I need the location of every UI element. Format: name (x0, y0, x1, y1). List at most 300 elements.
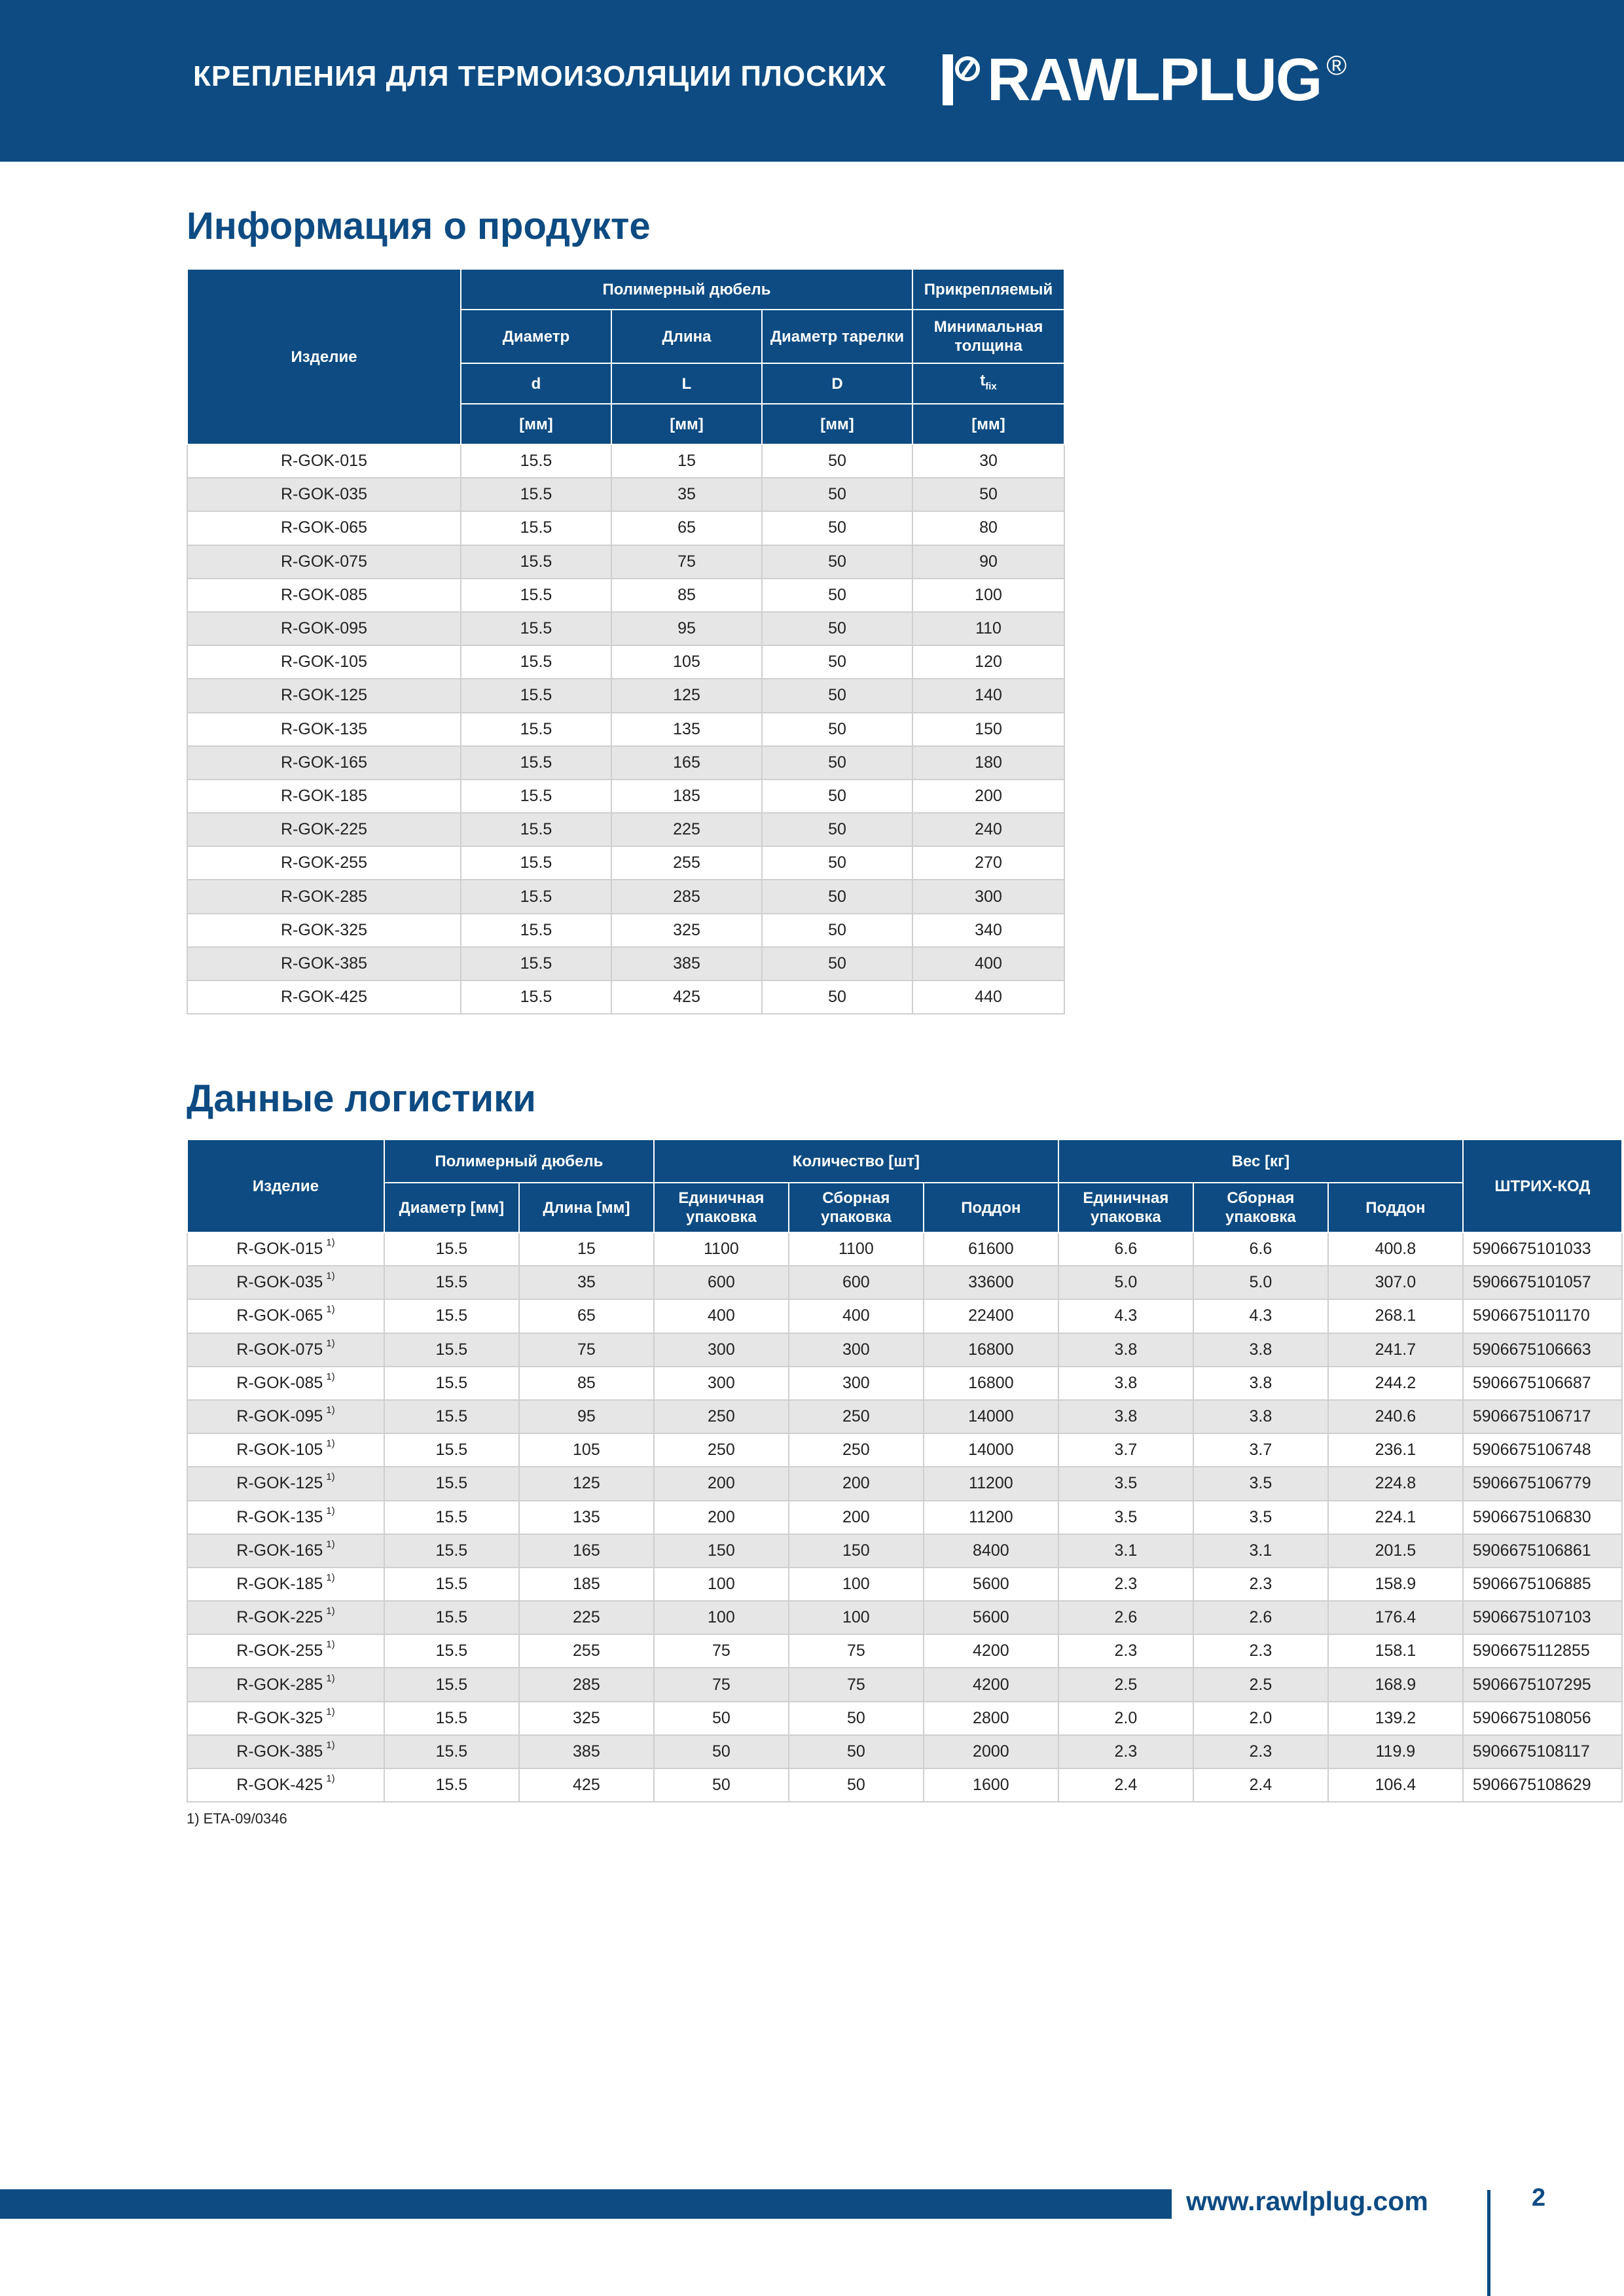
logo-text: RAWLPLUG (987, 46, 1322, 113)
table-cell: 3.8 (1058, 1333, 1193, 1367)
table-cell: 185 (519, 1568, 654, 1601)
footer-bar (0, 2189, 1172, 2219)
table-cell: 50 (654, 1735, 789, 1768)
table-cell (187, 1400, 384, 1433)
table-cell: 50 (762, 780, 912, 813)
item-code: R-GOK-425 (236, 1776, 323, 1795)
item-code: R-GOK-125 (236, 1474, 323, 1493)
table-cell: 325 (519, 1702, 654, 1735)
table-cell (187, 1735, 384, 1768)
table-cell: 2.4 (1193, 1768, 1328, 1802)
table-row (187, 780, 1064, 813)
table-cell: 268.1 (1328, 1299, 1463, 1333)
table-cell: 2.4 (1058, 1768, 1193, 1802)
table-cell: 15.5 (461, 813, 611, 846)
table-cell (187, 1768, 384, 1802)
table-cell: 225 (611, 813, 762, 846)
table-cell: 385 (519, 1735, 654, 1768)
item-code: R-GOK-065 (236, 1306, 323, 1325)
table-cell (187, 1266, 384, 1299)
table-cell: 200 (789, 1501, 924, 1534)
table-cell: 16800 (924, 1367, 1058, 1400)
table-cell: 600 (789, 1266, 924, 1299)
table-cell: 150 (654, 1534, 789, 1568)
table-cell: 15.5 (461, 713, 611, 746)
table-cell: 3.1 (1058, 1534, 1193, 1568)
table-cell: 5906675107103 (1463, 1601, 1622, 1634)
symbol-t-subscript: fix (985, 380, 997, 392)
table-cell: 250 (654, 1400, 789, 1433)
table-cell: 150 (789, 1534, 924, 1568)
table-cell: 5906675106717 (1463, 1400, 1622, 1433)
table-cell: 30 (912, 444, 1064, 478)
table-cell (187, 1668, 384, 1701)
footnote-marker: 1) (326, 1471, 335, 1483)
table-cell (187, 1299, 384, 1333)
symbol-t: t (980, 372, 986, 390)
header-unit: [мм] (611, 404, 762, 444)
table-cell: 50 (654, 1768, 789, 1802)
table-row (187, 947, 1064, 980)
table-cell: 15.5 (384, 1400, 519, 1433)
table-cell: 2.0 (1193, 1702, 1328, 1735)
table-cell: 50 (762, 612, 912, 645)
table-cell: 15.5 (384, 1634, 519, 1668)
table-cell: 125 (611, 679, 762, 712)
table-cell: 240 (912, 813, 1064, 846)
table-cell: 3.8 (1193, 1400, 1328, 1433)
table-cell: 15.5 (384, 1433, 519, 1467)
header-quantity: Количество [шт] (654, 1139, 1058, 1183)
table-cell: R-GOK-285 (187, 880, 461, 913)
table-cell: 14000 (924, 1400, 1058, 1433)
table-cell: 15.5 (461, 947, 611, 980)
table-cell: 240.6 (1328, 1400, 1463, 1433)
table-cell: R-GOK-095 (187, 612, 461, 645)
table-cell: 270 (912, 846, 1064, 880)
table-row (187, 1568, 1622, 1601)
table-cell: 165 (611, 746, 762, 780)
table-cell: 5906675106779 (1463, 1467, 1622, 1500)
table-row (187, 1367, 1622, 1400)
footnote-marker: 1) (326, 1304, 335, 1316)
item-code: R-GOK-285 (236, 1675, 323, 1694)
header-polymer-dowel: Полимерный дюбель (384, 1139, 654, 1183)
table-cell: 5906675101033 (1463, 1232, 1622, 1266)
table-cell: 15.5 (461, 444, 611, 478)
table-cell: R-GOK-255 (187, 846, 461, 880)
table-cell: 158.9 (1328, 1568, 1463, 1601)
header-weight-unit-pack: Единичная упаковка (1058, 1183, 1193, 1232)
table-cell: 22400 (924, 1299, 1058, 1333)
table-cell: 50 (762, 545, 912, 579)
table-cell: 425 (519, 1768, 654, 1802)
table-cell: R-GOK-325 (187, 914, 461, 947)
footnote-marker: 1) (326, 1538, 335, 1550)
table-cell: 15.5 (461, 478, 611, 511)
table-cell: 158.1 (1328, 1634, 1463, 1668)
header-attached: Прикрепляемый (912, 269, 1064, 310)
table-cell: 105 (611, 645, 762, 679)
table-cell: 5906675108117 (1463, 1735, 1622, 1768)
table-row (187, 980, 1064, 1014)
table-cell: 110 (912, 612, 1064, 645)
footnote-marker: 1) (326, 1505, 335, 1516)
table-cell: R-GOK-165 (187, 746, 461, 780)
header-diameter: Диаметр (461, 310, 611, 363)
table-cell: 255 (611, 846, 762, 880)
header-qty-pallet: Поддон (924, 1183, 1058, 1232)
table-cell: 50 (762, 880, 912, 913)
table-cell: 400 (789, 1299, 924, 1333)
table-cell: 75 (611, 545, 762, 579)
item-code: R-GOK-325 (236, 1708, 323, 1727)
table-row (187, 545, 1064, 579)
header-diameter-mm: Диаметр [мм] (384, 1183, 519, 1232)
item-code: R-GOK-225 (236, 1608, 323, 1627)
table-row (187, 746, 1064, 780)
table-row (187, 478, 1064, 511)
item-code: R-GOK-255 (236, 1641, 323, 1660)
item-code: R-GOK-085 (236, 1373, 323, 1392)
table-cell: 250 (654, 1433, 789, 1467)
item-code: R-GOK-135 (236, 1507, 323, 1526)
item-code: R-GOK-015 (236, 1240, 323, 1259)
table-cell: 2.6 (1058, 1601, 1193, 1634)
table-row (187, 1266, 1622, 1299)
table-cell: 15.5 (461, 579, 611, 612)
table-cell: 100 (789, 1601, 924, 1634)
table-cell: 5906675106663 (1463, 1333, 1622, 1367)
table-cell: 224.8 (1328, 1467, 1463, 1500)
table-cell: 3.8 (1058, 1367, 1193, 1400)
table-cell: 2.6 (1193, 1601, 1328, 1634)
table-cell: R-GOK-105 (187, 645, 461, 679)
table-cell (187, 1433, 384, 1467)
table-cell: 120 (912, 645, 1064, 679)
table-cell: 300 (789, 1333, 924, 1367)
table-cell (187, 1501, 384, 1534)
table-cell: 50 (762, 980, 912, 1014)
table-cell: 3.5 (1058, 1501, 1193, 1534)
table-cell: 325 (611, 914, 762, 947)
item-code: R-GOK-185 (236, 1574, 323, 1593)
table-cell: 11200 (924, 1467, 1058, 1500)
table-cell: 2.0 (1058, 1702, 1193, 1735)
header-qty-bulk-pack: Сборная упаковка (789, 1183, 924, 1232)
table-cell: 50 (762, 511, 912, 545)
table-cell: 75 (519, 1333, 654, 1367)
table-cell (187, 1568, 384, 1601)
table-cell: 119.9 (1328, 1735, 1463, 1768)
table-cell: 2.5 (1193, 1668, 1328, 1701)
table-cell: 5906675106830 (1463, 1501, 1622, 1534)
table-cell: 6.6 (1058, 1232, 1193, 1266)
table-cell: 15.5 (461, 645, 611, 679)
table-cell: 2.3 (1058, 1568, 1193, 1601)
table-cell: 2.3 (1193, 1568, 1328, 1601)
table-row (187, 444, 1064, 478)
footnote-marker: 1) (326, 1706, 335, 1717)
table-cell: 35 (519, 1266, 654, 1299)
footnote-marker: 1) (326, 1639, 335, 1651)
table-cell: 100 (789, 1568, 924, 1601)
table-cell: R-GOK-425 (187, 980, 461, 1014)
table-cell: 176.4 (1328, 1601, 1463, 1634)
table-row (187, 1735, 1622, 1768)
footnote-marker: 1) (326, 1571, 335, 1583)
header-unit: [мм] (762, 404, 912, 444)
table-cell: 3.8 (1058, 1400, 1193, 1433)
table-cell: 5600 (924, 1568, 1058, 1601)
page-number: 2 (1532, 2184, 1546, 2212)
table-cell: 2.5 (1058, 1668, 1193, 1701)
table-cell: 200 (654, 1467, 789, 1500)
header-symbol-L: L (611, 363, 762, 404)
table-row (187, 713, 1064, 746)
table-cell: 50 (762, 444, 912, 478)
table-cell: 165 (519, 1534, 654, 1568)
table-cell: 200 (654, 1501, 789, 1534)
table-cell: 3.1 (1193, 1534, 1328, 1568)
logistics-table (187, 1139, 1623, 1803)
table-row (187, 1534, 1622, 1568)
table-cell: 15.5 (384, 1668, 519, 1701)
header-polymer-dowel: Полимерный дюбель (461, 269, 912, 310)
table-cell: 95 (519, 1400, 654, 1433)
rawlplug-logo (943, 46, 1347, 113)
table-cell: 15.5 (461, 679, 611, 712)
table-cell: 300 (789, 1367, 924, 1400)
table-cell: 50 (654, 1702, 789, 1735)
table-cell: 15.5 (461, 880, 611, 913)
table-cell: 85 (611, 579, 762, 612)
table-cell (187, 1467, 384, 1500)
table-cell (187, 1534, 384, 1568)
table-cell: 3.5 (1193, 1501, 1328, 1534)
footnote-marker: 1) (326, 1672, 335, 1684)
table-cell: 5600 (924, 1601, 1058, 1634)
header-weight-pallet: Поддон (1328, 1183, 1463, 1232)
table-cell: 5906675101057 (1463, 1266, 1622, 1299)
footnote: 1) ETA-09/0346 (187, 1810, 287, 1827)
header-min-thickness: Минимальная толщина (912, 310, 1064, 363)
table-cell: 125 (519, 1467, 654, 1500)
table-cell: 15.5 (384, 1735, 519, 1768)
table-cell: 300 (654, 1367, 789, 1400)
table-cell: 200 (789, 1467, 924, 1500)
table-cell: 5.0 (1193, 1266, 1328, 1299)
registered-mark: ® (1326, 50, 1347, 81)
product-info-table (187, 268, 1065, 1014)
table-cell: 15.5 (461, 746, 611, 780)
table-cell: R-GOK-135 (187, 713, 461, 746)
table-cell: 14000 (924, 1433, 1058, 1467)
footnote-marker: 1) (326, 1438, 335, 1450)
table-cell: 50 (762, 679, 912, 712)
footnote-marker: 1) (326, 1605, 335, 1617)
table-cell: 15.5 (384, 1367, 519, 1400)
table-cell: 100 (654, 1568, 789, 1601)
header-symbol-D: D (762, 363, 912, 404)
header-qty-unit-pack: Единичная упаковка (654, 1183, 789, 1232)
table-cell: 5906675108629 (1463, 1768, 1622, 1802)
table-cell: R-GOK-035 (187, 478, 461, 511)
table-cell: 2.3 (1058, 1634, 1193, 1668)
table-cell: 5906675106687 (1463, 1367, 1622, 1400)
table-row (187, 880, 1064, 913)
table-row (187, 579, 1064, 612)
table-cell: 15.5 (461, 612, 611, 645)
table-row (187, 1333, 1622, 1367)
header-symbol-tfix (912, 363, 1064, 404)
table-cell: 15.5 (384, 1534, 519, 1568)
table-cell: 50 (789, 1735, 924, 1768)
table-cell: 4200 (924, 1634, 1058, 1668)
table-cell: 201.5 (1328, 1534, 1463, 1568)
table-cell: 140 (912, 679, 1064, 712)
table-cell: 106.4 (1328, 1768, 1463, 1802)
table-cell: 185 (611, 780, 762, 813)
table-cell: 15.5 (461, 545, 611, 579)
table-cell: 139.2 (1328, 1702, 1463, 1735)
header-title: КРЕПЛЕНИЯ ДЛЯ ТЕРМОИЗОЛЯЦИИ ПЛОСКИХ (193, 60, 887, 92)
table-cell: 80 (912, 511, 1064, 545)
table-row (187, 1668, 1622, 1701)
table-cell: R-GOK-225 (187, 813, 461, 846)
table-cell: 2.3 (1058, 1735, 1193, 1768)
table-cell: 1600 (924, 1768, 1058, 1802)
table-cell: 100 (654, 1601, 789, 1634)
table-cell: 5906675112855 (1463, 1634, 1622, 1668)
table-cell: 50 (762, 645, 912, 679)
table-cell: 95 (611, 612, 762, 645)
table-cell: 15.5 (384, 1501, 519, 1534)
table-row (187, 813, 1064, 846)
table-cell: 5906675107295 (1463, 1668, 1622, 1701)
table-cell: 6.6 (1193, 1232, 1328, 1266)
table-cell: 5906675108056 (1463, 1702, 1622, 1735)
table-cell: 8400 (924, 1534, 1058, 1568)
header-item: Изделие (187, 269, 461, 444)
table-cell: 50 (789, 1702, 924, 1735)
table-cell: 5906675106861 (1463, 1534, 1622, 1568)
footer-website-link[interactable]: www.rawlplug.com (1186, 2186, 1428, 2216)
header-length-mm: Длина [мм] (519, 1183, 654, 1232)
table-cell: 50 (789, 1768, 924, 1802)
table-cell: R-GOK-185 (187, 780, 461, 813)
footnote-marker: 1) (326, 1773, 335, 1785)
header-weight: Вес [кг] (1058, 1139, 1463, 1183)
table-cell: 50 (762, 713, 912, 746)
table-cell: 200 (912, 780, 1064, 813)
table-cell: 15.5 (384, 1702, 519, 1735)
table-cell: 15 (611, 444, 762, 478)
table-cell: 105 (519, 1433, 654, 1467)
table-cell: 61600 (924, 1232, 1058, 1266)
footnote-marker: 1) (326, 1337, 335, 1349)
table-row (187, 1768, 1622, 1802)
header-length: Длина (611, 310, 762, 363)
table-cell: 15 (519, 1232, 654, 1266)
table-cell: 75 (789, 1634, 924, 1668)
table-cell: 35 (611, 478, 762, 511)
table-cell: 4200 (924, 1668, 1058, 1701)
logistics-heading: Данные логистики (187, 1077, 536, 1120)
table-cell: 307.0 (1328, 1266, 1463, 1299)
table-cell: 3.5 (1058, 1467, 1193, 1500)
footnote-marker: 1) (326, 1371, 335, 1382)
table-cell (187, 1702, 384, 1735)
table-cell: R-GOK-085 (187, 579, 461, 612)
table-row (187, 1634, 1622, 1668)
table-cell: 150 (912, 713, 1064, 746)
table-cell: 135 (519, 1501, 654, 1534)
footnote-marker: 1) (326, 1405, 335, 1416)
table-cell: 400 (654, 1299, 789, 1333)
header-barcode: ШТРИХ-КОД (1463, 1139, 1622, 1232)
table-cell: 4.3 (1193, 1299, 1328, 1333)
table-cell: 285 (611, 880, 762, 913)
table-cell: 5906675101170 (1463, 1299, 1622, 1333)
table-cell: 168.9 (1328, 1668, 1463, 1701)
table-cell: 3.7 (1058, 1433, 1193, 1467)
table-cell: 440 (912, 980, 1064, 1014)
table-cell: 15.5 (384, 1768, 519, 1802)
item-code: R-GOK-385 (236, 1742, 323, 1761)
item-code: R-GOK-105 (236, 1441, 323, 1460)
table-cell (187, 1232, 384, 1266)
table-cell: 50 (762, 947, 912, 980)
table-cell: 33600 (924, 1266, 1058, 1299)
table-cell: 3.5 (1193, 1467, 1328, 1500)
header-weight-bulk-pack: Сборная упаковка (1193, 1183, 1328, 1232)
table-cell: 5906675106885 (1463, 1568, 1622, 1601)
table-cell: 75 (789, 1668, 924, 1701)
table-cell: 50 (762, 746, 912, 780)
table-cell (187, 1634, 384, 1668)
table-cell: 180 (912, 746, 1064, 780)
table-cell: 50 (762, 478, 912, 511)
header-item: Изделие (187, 1139, 384, 1232)
table-cell: 225 (519, 1601, 654, 1634)
footnote-marker: 1) (326, 1270, 335, 1282)
table-cell: 135 (611, 713, 762, 746)
table-row (187, 1601, 1622, 1634)
table-cell: 5906675106748 (1463, 1433, 1622, 1467)
table-cell: 15.5 (384, 1333, 519, 1367)
table-cell: R-GOK-015 (187, 444, 461, 478)
table-row (187, 679, 1064, 712)
table-cell: 50 (762, 813, 912, 846)
table-cell: 50 (912, 478, 1064, 511)
table-cell: 250 (789, 1433, 924, 1467)
table-cell: 285 (519, 1668, 654, 1701)
table-row (187, 612, 1064, 645)
table-cell: 15.5 (461, 980, 611, 1014)
table-cell: 4.3 (1058, 1299, 1193, 1333)
table-cell: 224.1 (1328, 1501, 1463, 1534)
item-code: R-GOK-075 (236, 1340, 323, 1359)
table-cell: 300 (654, 1333, 789, 1367)
table-cell: 3.8 (1193, 1333, 1328, 1367)
item-code: R-GOK-035 (236, 1273, 323, 1292)
table-row (187, 1433, 1622, 1467)
table-cell: 244.2 (1328, 1367, 1463, 1400)
table-cell: 340 (912, 914, 1064, 947)
table-cell: 2.3 (1193, 1634, 1328, 1668)
table-cell: 16800 (924, 1333, 1058, 1367)
